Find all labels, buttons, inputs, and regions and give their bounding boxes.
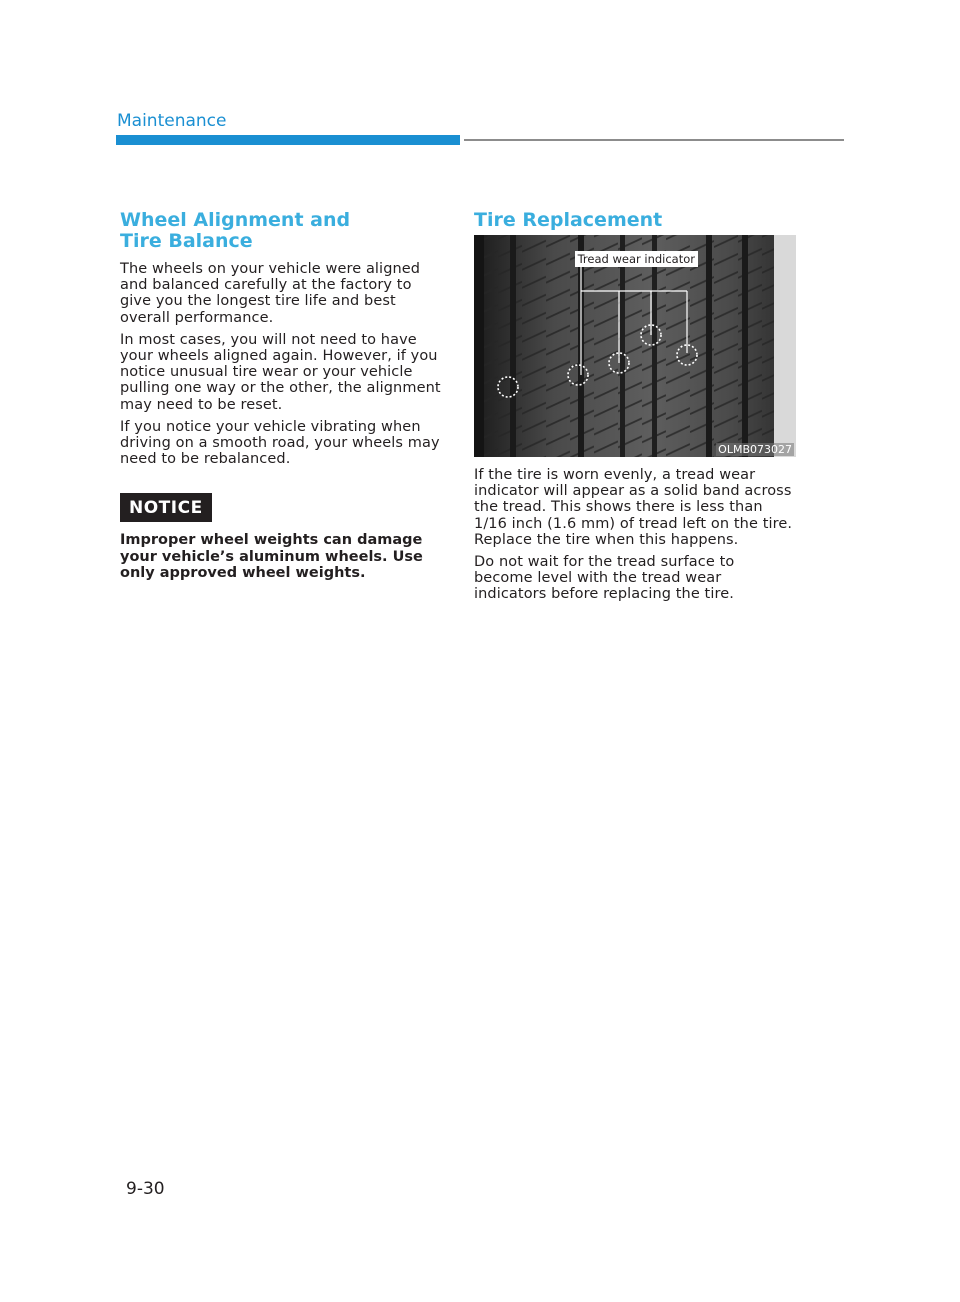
notice-text: Improper wheel weights can damage your vehicle’s aluminum wheels. Use only approved wheel weights. (120, 532, 423, 582)
paragraph: The wheels on your vehicle were aligned and balanced carefully at the factory to give you the longest tire life and best overall performance. (120, 261, 421, 326)
notice-badge: NOTICE (120, 493, 212, 522)
figure-code: OLMB073027 (718, 443, 792, 456)
header-rule-accent (116, 135, 460, 145)
page-number: 9-30 (126, 1179, 165, 1199)
section-label: Maintenance (117, 111, 227, 131)
paragraph: In most cases, you will not need to have your wheels aligned again. However, if you notice unusual tire wear or your vehicle pulling one way or the other, the alignment may need to be reset. (120, 331, 441, 413)
right-column (474, 210, 796, 609)
wheel-alignment-heading: Wheel Alignment and Tire Balance (120, 209, 351, 252)
header-rule (464, 139, 844, 141)
left-column (120, 210, 442, 582)
tire-tread-illustration (474, 235, 796, 457)
paragraph: Do not wait for the tread surface to become level with the tread wear indicators before replacing the tire. (474, 554, 735, 603)
paragraph: If the tire is worn evenly, a tread wear indicator will appear as a solid band across the tread. This shows there is less than 1/16 inch (1.6 mm) of tread left on the tire. Replace the tire when this happens. (474, 467, 793, 548)
tread-wear-indicator-label: Tread wear indicator (575, 251, 698, 267)
paragraph: If you notice your vehicle vibrating when driving on a smooth road, your wheels may need to be rebalanced. (120, 418, 440, 468)
tread-wear-figure (474, 235, 796, 457)
tire-replacement-heading: Tire Replacement (474, 209, 663, 231)
